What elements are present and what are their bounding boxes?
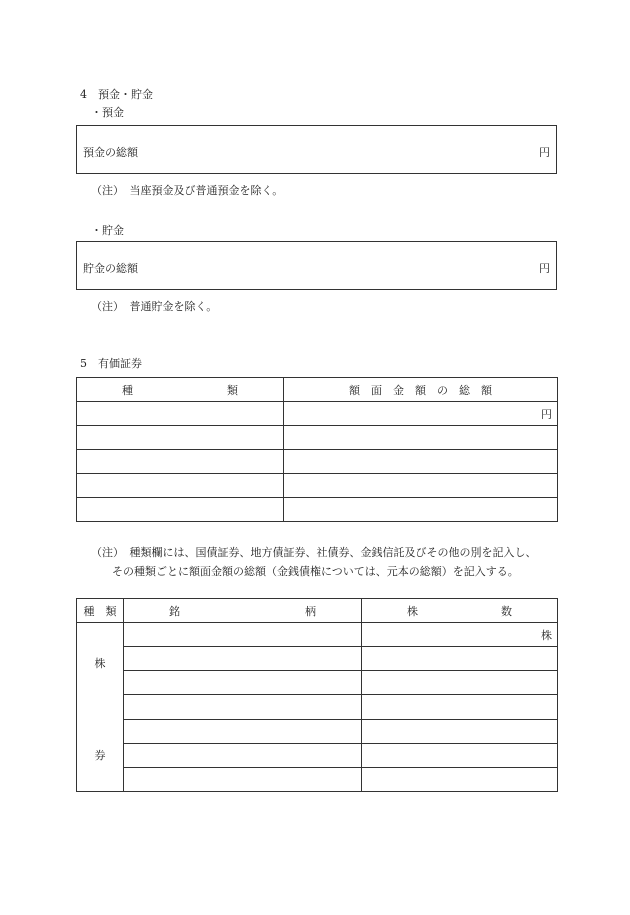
securities-amount-cell[interactable] (284, 474, 558, 498)
chokin-note: （注） 普通貯金を除く。 (91, 300, 218, 313)
securities-amount-header: 額 面 金 額 の 総 額 (284, 378, 558, 402)
stocks-name-cell[interactable] (124, 647, 362, 671)
yokin-subheading: ・預金 (91, 106, 124, 119)
yokin-yen-unit: 円 (539, 146, 550, 159)
stocks-name-cell[interactable] (124, 743, 362, 767)
stocks-type-header: 種 類 (77, 599, 124, 623)
stocks-count-cell[interactable] (362, 671, 558, 695)
stocks-count-cell[interactable] (362, 767, 558, 791)
securities-amount-cell[interactable] (284, 498, 558, 522)
stocks-table (76, 598, 558, 792)
securities-table (76, 377, 558, 522)
securities-type-cell[interactable] (77, 450, 284, 474)
securities-note-line1: （注） 種類欄には、国債証券、地方債証券、社債券、金銭信託及びその他の別を記入し、 (91, 546, 537, 559)
table-row[interactable] (77, 623, 558, 647)
table-row[interactable] (77, 498, 558, 522)
yokin-total-label: 預金の総額 (83, 146, 138, 159)
securities-note-line2: その種類ごとに額面金額の総額（金銭債権については、元本の総額）を記入する。 (112, 565, 519, 578)
stocks-name-cell[interactable] (124, 767, 362, 791)
table-row[interactable] (77, 426, 558, 450)
securities-type-cell[interactable] (77, 474, 284, 498)
name-header-right: 柄 (305, 604, 316, 618)
count-header-left: 株 (407, 604, 418, 618)
securities-amount-cell[interactable] (284, 426, 558, 450)
stocks-name-cell[interactable] (124, 695, 362, 719)
securities-type-header (77, 378, 284, 402)
table-row[interactable] (77, 719, 558, 743)
securities-type-cell[interactable] (77, 426, 284, 450)
securities-header-row (77, 378, 558, 402)
table-row[interactable] (77, 767, 558, 791)
stocks-name-cell[interactable] (124, 671, 362, 695)
securities-amount-cell[interactable] (284, 450, 558, 474)
table-row[interactable] (77, 695, 558, 719)
chokin-yen-unit: 円 (539, 262, 550, 275)
table-row[interactable] (77, 743, 558, 767)
count-header-right: 数 (501, 604, 512, 618)
stocks-name-cell[interactable] (124, 623, 362, 647)
table-row[interactable] (77, 671, 558, 695)
stocks-type-top: 株 (94, 657, 106, 670)
section-4-heading: 4 預金・貯金 (80, 88, 153, 101)
stocks-type-cell (77, 623, 124, 792)
stocks-count-cell[interactable] (362, 719, 558, 743)
yokin-note: （注） 当座預金及び普通預金を除く。 (91, 184, 284, 197)
stocks-count-cell[interactable]: 株 (362, 623, 558, 647)
section-5-heading: 5 有価証券 (80, 357, 142, 370)
table-row[interactable] (77, 474, 558, 498)
stocks-type-bottom: 券 (94, 749, 106, 762)
securities-type-cell[interactable] (77, 498, 284, 522)
yokin-total-box[interactable] (76, 125, 557, 174)
stocks-count-cell[interactable] (362, 743, 558, 767)
table-row[interactable] (77, 402, 558, 426)
stocks-name-header (124, 599, 362, 623)
stocks-count-cell[interactable] (362, 647, 558, 671)
stocks-count-cell[interactable] (362, 695, 558, 719)
table-row[interactable] (77, 450, 558, 474)
stocks-header-row (77, 599, 558, 623)
type-header-left: 種 (122, 383, 133, 397)
stocks-count-header (362, 599, 558, 623)
name-header-left: 銘 (169, 604, 180, 618)
type-header-right: 類 (227, 383, 238, 397)
chokin-total-label: 貯金の総額 (83, 262, 138, 275)
chokin-total-box[interactable] (76, 241, 557, 290)
securities-type-cell[interactable] (77, 402, 284, 426)
chokin-subheading: ・貯金 (91, 224, 124, 237)
table-row[interactable] (77, 647, 558, 671)
securities-amount-cell[interactable]: 円 (284, 402, 558, 426)
stocks-name-cell[interactable] (124, 719, 362, 743)
